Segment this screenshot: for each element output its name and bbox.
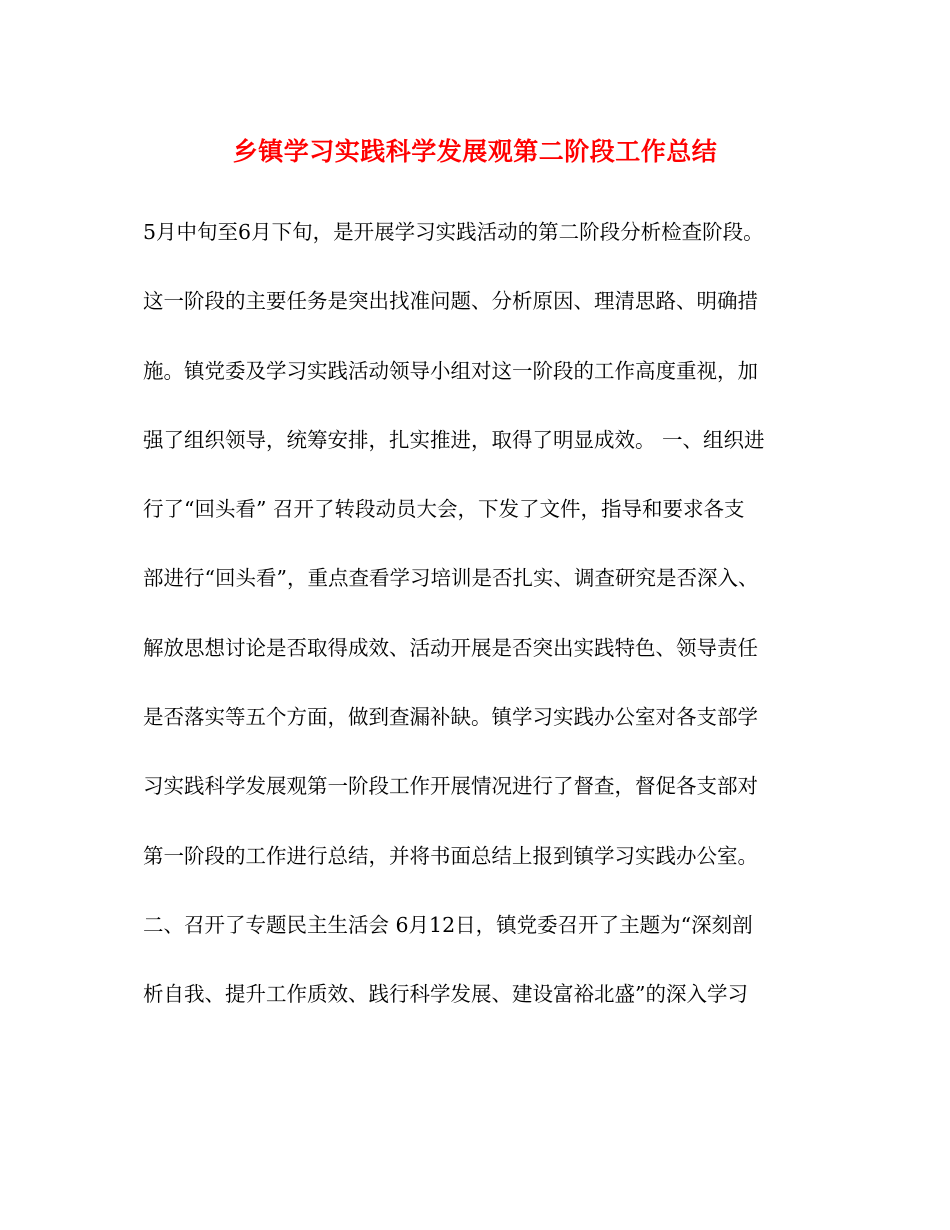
body-line: 第一阶段的工作进行总结，并将书面总结上报到镇学习实践办公室。 bbox=[143, 843, 758, 868]
body-line: 部进行“回头看”，重点查看学习培训是否扎实、调查研究是否深入、 bbox=[143, 566, 759, 591]
body-line: 5月中旬至6月下旬，是开展学习实践活动的第二阶段分析检查阶段。 bbox=[143, 220, 764, 244]
body-line: 施。镇党委及学习实践活动领导小组对这一阶段的工作高度重视，加 bbox=[143, 358, 758, 383]
body-line: 强了组织领导，统筹安排，扎实推进，取得了明显成效。 一、组织进 bbox=[143, 427, 765, 452]
body-line: 习实践科学发展观第一阶段工作开展情况进行了督查，督促各支部对 bbox=[143, 774, 758, 799]
document-body bbox=[143, 216, 823, 1048]
body-line: 解放思想讨论是否取得成效、活动开展是否突出实践特色、领导责任 bbox=[143, 635, 758, 660]
body-line: 这一阶段的主要任务是突出找准问题、分析原因、理清思路、明确措 bbox=[143, 289, 758, 314]
body-line: 是否落实等五个方面，做到查漏补缺。镇学习实践办公室对各支部学 bbox=[143, 705, 758, 730]
document-title: 乡镇学习实践科学发展观第二阶段工作总结 bbox=[232, 137, 718, 166]
body-line: 二、召开了专题民主生活会 6月12日，镇党委召开了主题为“深刻剖 bbox=[143, 912, 753, 937]
body-line: 行了“回头看” 召开了转段动员大会，下发了文件，指导和要求各支 bbox=[143, 497, 745, 522]
body-line: 析自我、提升工作质效、践行科学发展、建设富裕北盛”的深入学习 bbox=[143, 982, 748, 1007]
